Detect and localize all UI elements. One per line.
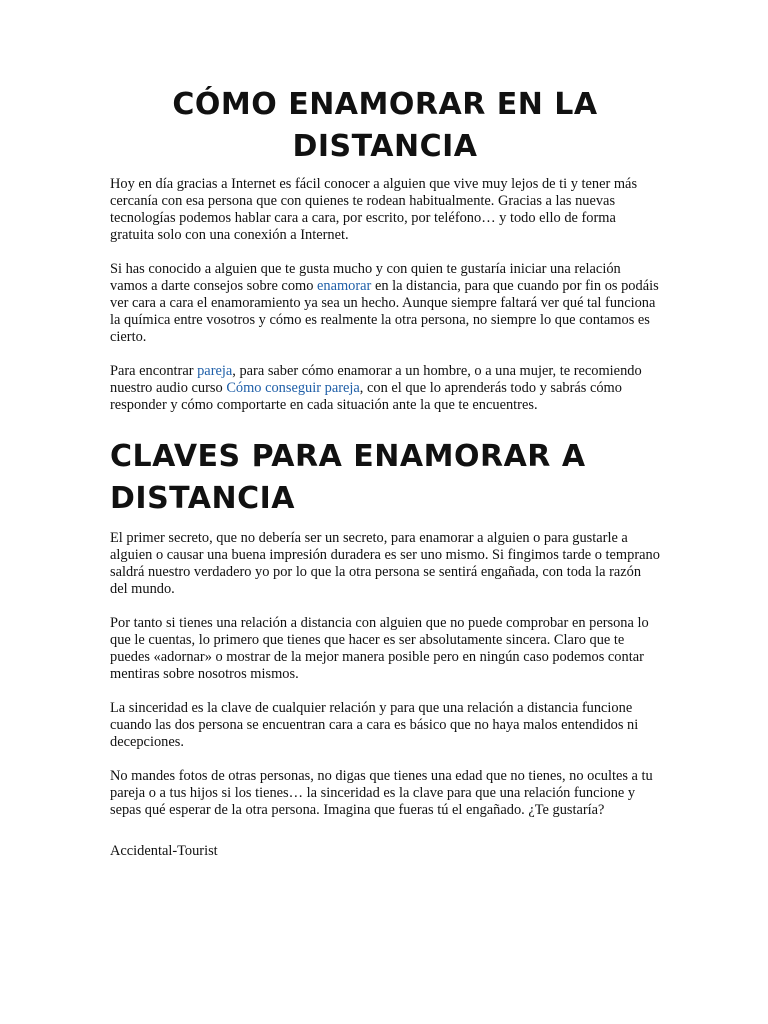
paragraph-text: , para saber cómo enamorar a un hombre, o a una mujer, te recomiendo nuestro audio curso bbox=[110, 363, 642, 396]
paragraph-relacion-distancia: Por tanto si tienes una relación a distancia con alguien que no puede comprobar en persona lo que le cuentas, lo primero que tienes que hacer es ser absolutamente sincera. Claro que te puedes «adornar» o mostrar de la mejor manera posible pero en ningún caso podemos contar mentiras sobre nosotros mismos. bbox=[110, 615, 649, 682]
link-como-conseguir-pareja[interactable]: Cómo conseguir pareja bbox=[226, 380, 360, 396]
intro-paragraph: Hoy en día gracias a Internet es fácil conocer a alguien que vive muy lejos de ti y tener más cercanía con esa persona que con quienes te rodean habitualmente. Gracias a las nuevas tecnologías podemos hablar cara a cara, por escrito, por teléfono… y todo ello de forma gratuita solo con una conexión a Internet. bbox=[110, 176, 638, 243]
paragraph-sinceridad: La sinceridad es la clave de cualquier relación y para que una relación a distancia funcione cuando las dos persona se encuentran cara a cara es básico que no haya malos entendidos ni decepciones. bbox=[110, 700, 639, 750]
paragraph-pareja bbox=[110, 363, 660, 414]
paragraph-text: Para encontrar bbox=[110, 363, 198, 379]
section-heading: CLAVES PARA ENAMORAR A DISTANCIA bbox=[110, 439, 586, 516]
paragraph-text: , con el que lo aprenderás todo y sabrás cómo responder y cómo comportarte en cada situación ante la que te encuentres. bbox=[110, 380, 622, 413]
paragraph-text: en la distancia, para que cuando por fin os podáis ver cara a cara el enamoramiento ya sea un hecho. Aunque siempre faltará ver qué tal funciona la química entre vosotros y cómo es realmente la otra persona, no siempre lo que contamos es cierto. bbox=[110, 278, 659, 345]
document-page bbox=[110, 84, 660, 877]
document-title: CÓMO ENAMORAR EN LA DISTANCIA bbox=[172, 87, 598, 164]
paragraph-enamorar bbox=[110, 261, 660, 346]
link-pareja[interactable]: pareja bbox=[197, 363, 233, 379]
author-signature: Accidental-Tourist bbox=[110, 843, 218, 859]
paragraph-text: Si has conocido a alguien que te gusta mucho y con quien te gustaría iniciar una relación vamos a darte consejos sobre como bbox=[110, 261, 621, 294]
paragraph-no-mandes-fotos: No mandes fotos de otras personas, no digas que tienes una edad que no tienes, no ocultes a tu pareja o a tus hijos si los tienes… la sinceridad es la clave para que una relación funcione y sepas qué esperar de la otra persona. Imagina que fueras tú el engañado. ¿Te gustaría? bbox=[110, 768, 653, 818]
paragraph-primer-secreto: El primer secreto, que no debería ser un secreto, para enamorar a alguien o para gustarle a alguien o causar una buena impresión duradera es ser uno mismo. Si fingimos tarde o temprano saldrá nuestro verdadero yo por lo que la otra persona se sentirá engañada, con toda la razón del mundo. bbox=[110, 530, 660, 597]
link-enamorar[interactable]: enamorar bbox=[317, 278, 372, 294]
